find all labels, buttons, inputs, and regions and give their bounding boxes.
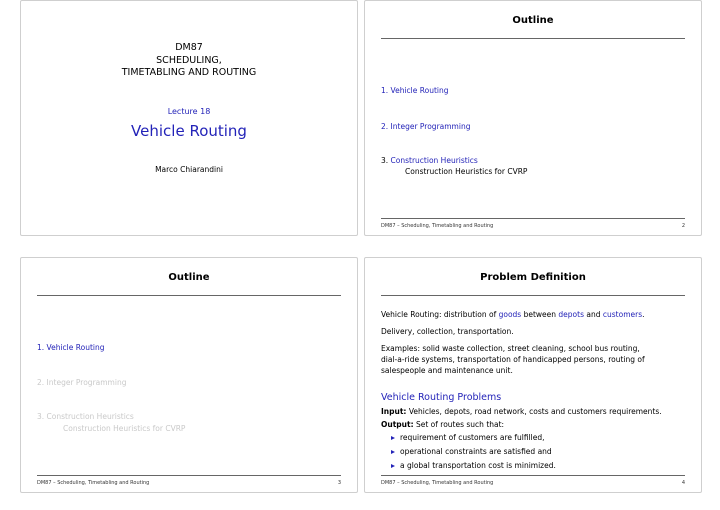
- toc-label: Vehicle Routing: [390, 86, 449, 95]
- bullet-text: a global transportation cost is minimized.: [400, 461, 556, 470]
- triangle-bullet-icon: [391, 450, 395, 454]
- bullet-item: [391, 461, 556, 470]
- triangle-bullet-icon: [391, 436, 395, 440]
- page-number: 2: [681, 223, 685, 229]
- examples-line-3: salespeople and maintenance unit.: [381, 366, 513, 375]
- toc-item-construction-heuristics[interactable]: [381, 156, 478, 165]
- footer-text: DM87 – Scheduling, Timetabling and Routing: [37, 480, 150, 486]
- term-customers: customers: [602, 310, 643, 319]
- toc-label: Construction Heuristics: [390, 156, 478, 165]
- slide-title: [20, 0, 358, 236]
- title-rule: [381, 295, 685, 296]
- toc-number: 2.: [37, 378, 45, 387]
- examples-line-2: dial-a-ride systems, transportation of handicapped persons, routing of: [381, 355, 645, 364]
- bullet-text: operational constraints are satisfied and: [400, 447, 552, 456]
- toc-label: Construction Heuristics: [46, 412, 134, 421]
- course-title: [21, 42, 357, 80]
- toc-item-vehicle-routing[interactable]: [37, 343, 105, 352]
- bullet-item: [391, 447, 552, 456]
- examples-line-1: Examples: solid waste collection, street cleaning, school bus routing,: [381, 344, 640, 353]
- page-number: 3: [337, 480, 341, 486]
- toc-label: Integer Programming: [46, 378, 127, 387]
- toc-subitem-cvrp[interactable]: Construction Heuristics for CVRP: [405, 167, 528, 176]
- output-line: [381, 419, 504, 430]
- section-heading: Vehicle Routing Problems: [381, 392, 502, 403]
- footer-rule: [381, 218, 685, 219]
- paragraph-definition: [381, 309, 645, 320]
- footer-rule: [37, 475, 341, 476]
- toc-number: 1.: [37, 343, 45, 352]
- footer-text: DM87 – Scheduling, Timetabling and Routing: [381, 223, 494, 229]
- course-line-2: SCHEDULING,: [156, 54, 222, 66]
- output-text: Set of routes such that:: [413, 420, 505, 429]
- triangle-bullet-icon: [391, 464, 395, 468]
- input-text: Vehicles, depots, road network, costs and customers requirements.: [406, 407, 662, 416]
- toc-item-vehicle-routing[interactable]: [381, 86, 449, 95]
- text: Vehicle Routing: distribution of: [381, 310, 499, 319]
- toc-label: Integer Programming: [390, 122, 471, 131]
- lecture-number: Lecture 18: [167, 107, 211, 116]
- toc-item-integer-programming[interactable]: [381, 122, 470, 131]
- talk-title: Vehicle Routing: [131, 122, 247, 140]
- frame-title: Problem Definition: [480, 272, 586, 283]
- input-label: Input:: [381, 407, 407, 416]
- paragraph-types: Delivery, collection, transportation.: [381, 327, 514, 336]
- toc-number: 3.: [381, 156, 389, 165]
- footer-text: DM87 – Scheduling, Timetabling and Routing: [381, 480, 494, 486]
- slide-outline: [364, 0, 702, 236]
- term-depots: depots: [558, 310, 584, 319]
- toc-subitem-cvrp[interactable]: Construction Heuristics for CVRP: [63, 424, 186, 433]
- text: and: [584, 310, 603, 319]
- frame-title: Outline: [168, 272, 210, 283]
- title-rule: [381, 38, 685, 39]
- author-name: Marco Chiarandini: [155, 165, 223, 174]
- bullet-item: [391, 433, 545, 442]
- slide-problem-definition: [364, 257, 702, 493]
- paragraph-examples: [381, 343, 691, 376]
- footer-rule: [381, 475, 685, 476]
- course-line-3: TIMETABLING AND ROUTING: [121, 67, 257, 78]
- text: between: [521, 310, 559, 319]
- term-goods: goods: [498, 310, 522, 319]
- title-rule: [37, 295, 341, 296]
- toc-item-integer-programming[interactable]: [37, 378, 126, 387]
- input-line: [381, 406, 662, 417]
- slide-outline-highlight: [20, 257, 358, 493]
- course-code: DM87: [175, 42, 203, 53]
- page-number: 4: [681, 480, 685, 486]
- text: .: [642, 310, 645, 319]
- bullet-text: requirement of customers are fulfilled,: [400, 433, 545, 442]
- toc-number: 2.: [381, 122, 389, 131]
- toc-number: 1.: [381, 86, 389, 95]
- output-label: Output:: [381, 420, 414, 429]
- toc-item-construction-heuristics[interactable]: [37, 412, 134, 421]
- toc-number: 3.: [37, 412, 45, 421]
- toc-label: Vehicle Routing: [46, 343, 105, 352]
- frame-title: Outline: [512, 15, 554, 26]
